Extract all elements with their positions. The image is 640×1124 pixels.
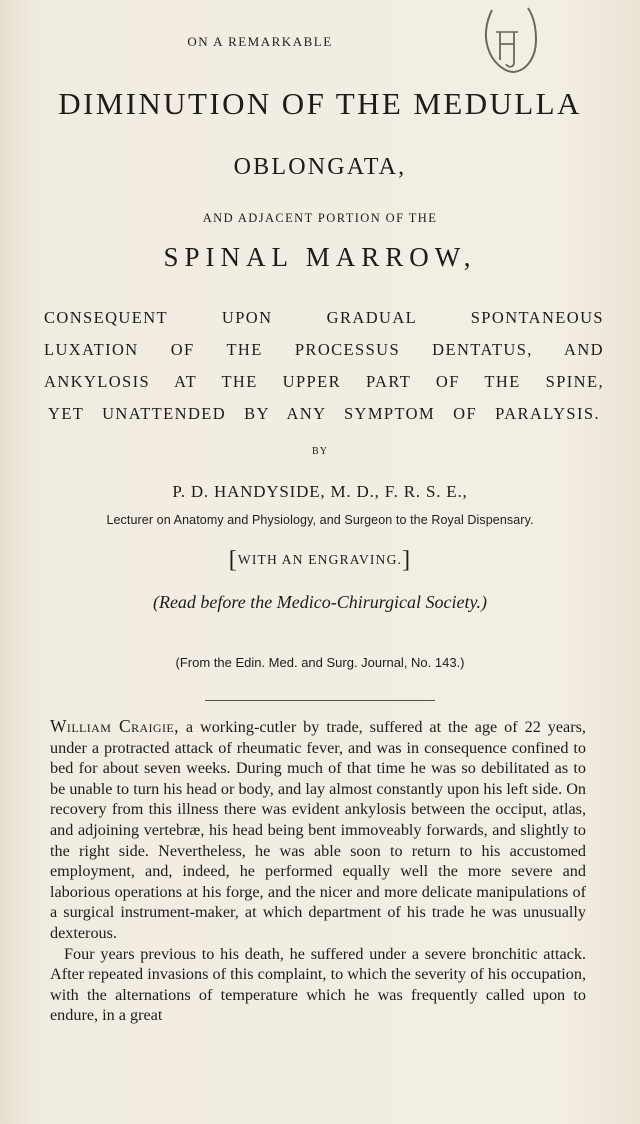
paragraph-2: Four years previous to his death, he suffered under a severe bronchitic attack. After repeated invasions of this complaint, to which the severity of his occupation, with the alternations of temperature which he was frequently called upon to endure, in a great: [50, 944, 586, 1025]
title-line-4: SPINAL MARROW,: [163, 242, 477, 272]
by-label: BY: [312, 446, 328, 457]
subtitle-line-2: LUXATION OF THE PROCESSUS DENTATUS, AND: [44, 340, 604, 359]
body-text: [50, 716, 586, 1026]
subtitle-line-4: YET UNATTENDED BY ANY SYMPTOM OF PARALYSIS.: [48, 404, 600, 423]
divider-rule: [205, 700, 435, 701]
source-note: (From the Edin. Med. and Surg. Journal, No. 143.): [175, 655, 465, 670]
engraving-text: WITH AN ENGRAVING.: [237, 552, 403, 567]
read-before-note: (Read before the Medico-Chirurgical Society.): [152, 592, 488, 612]
title-line-3: AND ADJACENT PORTION OF THE: [202, 211, 438, 225]
paragraph-1-text: a working-cutler by trade, suffered at the age of 22 years, under a protracted attack of rheumatic fever, and was in consequence confined to bed for about seven weeks. During much of that time he was so debilitated as to be unable to turn his head or body, and lay almost constantly upon his left side. On recovery from this illness there was evident ankylosis between the occiput, atlas, and adjoining vertebræ, his head being bent immoveably forwards, and slightly to the right side. Nevertheless, he was able soon to return to his accustomed employment, and, indeed, he performed equally well the more severe and laborious operations at his forge, and the nicer and more delicate manipulations of a surgical instrument-maker, at which department of his trade he was unusually dexterous.: [50, 718, 586, 942]
running-head: ON A REMARKABLE: [187, 34, 333, 49]
author-position: Lecturer on Anatomy and Physiology, and Surgeon to the Royal Dispensary.: [106, 513, 534, 527]
title-line-1: DIMINUTION OF THE MEDULLA: [58, 86, 582, 121]
subtitle-line-1: CONSEQUENT UPON GRADUAL SPONTANEOUS: [44, 308, 604, 327]
paragraph-1: [50, 716, 586, 944]
subtitle-line-3: ANKYLOSIS AT THE UPPER PART OF THE SPINE,: [44, 372, 604, 391]
engraving-note: [WITH AN ENGRAVING.]: [228, 547, 412, 573]
library-stamp-icon: [470, 2, 548, 80]
title-line-2: OBLONGATA,: [233, 154, 407, 180]
author-name: P. D. HANDYSIDE, M. D., F. R. S. E.,: [172, 482, 468, 501]
patient-name: William Craigie,: [50, 716, 179, 736]
